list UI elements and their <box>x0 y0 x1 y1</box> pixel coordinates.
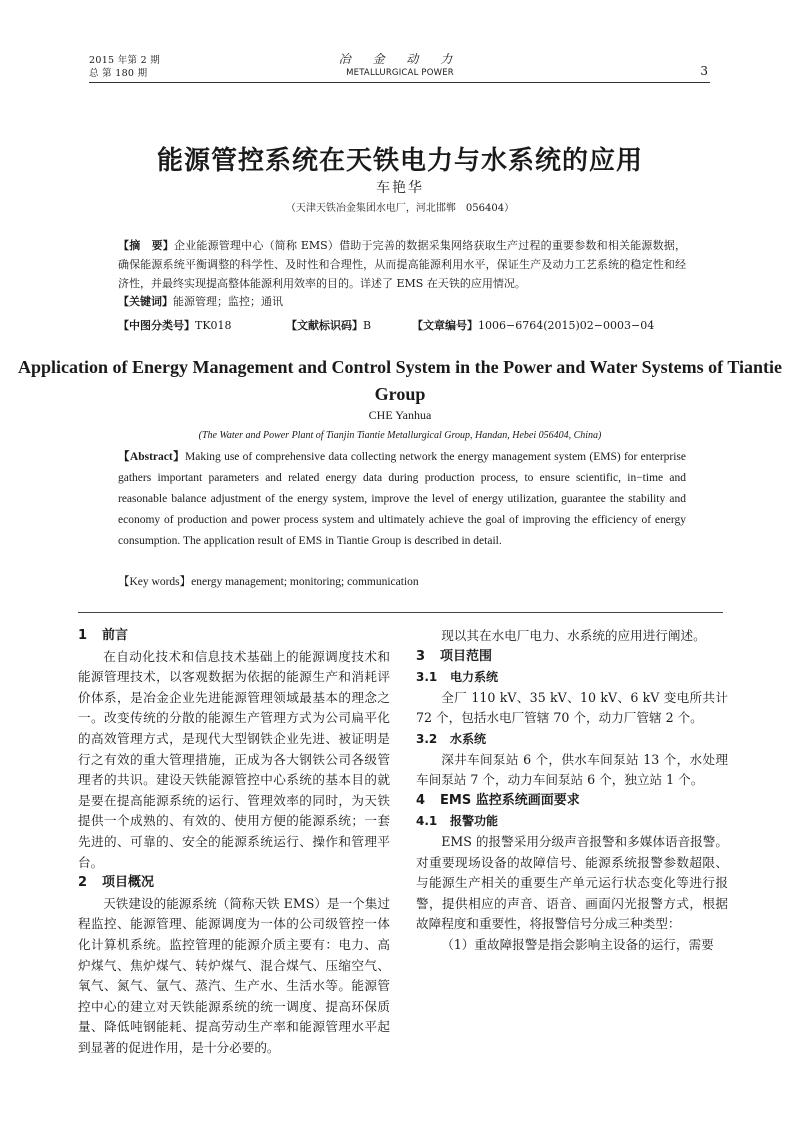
author-name: 车艳华 <box>376 180 424 196</box>
journal-name-en: METALLURGICAL POWER <box>346 68 454 78</box>
clc-value: TK018 <box>195 319 232 332</box>
keywords-en-label: 【Key words】 <box>118 576 192 588</box>
paragraph: 全厂 110 kV、35 kV、10 kV、6 kV 变电所共计 72 个，包括水电厂管辖 70 个，动力厂管辖 2 个。 <box>416 689 728 726</box>
body-column-right <box>416 626 728 956</box>
author-affiliation: （天津天铁冶金集团水电厂，河北邯郸 056404） <box>285 203 515 214</box>
section-heading: 1 前言 <box>78 628 129 643</box>
issue-info <box>89 54 160 80</box>
paragraph: 深井车间泵站 6 个，供水车间泵站 13 个，水处理车间泵站 7 个，动力车间泵站 6 个，独立站 1 个。 <box>416 751 728 788</box>
paragraph: （1）重故障报警是指会影响主设备的运行，需要 <box>441 936 714 952</box>
paragraph: 现以其在水电厂电力、水系统的应用进行阐述。 <box>441 628 706 643</box>
header-rule <box>89 82 710 83</box>
section-heading: 3 项目范围 <box>416 648 493 664</box>
clc-label: 【中图分类号】 <box>118 319 195 332</box>
body-column-left <box>78 626 390 1058</box>
english-title: Application of Energy Management and Control System in the Power and Water Systems of Tiantie Group <box>17 357 782 404</box>
keywords-text: 能源管理；监控；通讯 <box>173 295 283 308</box>
article-no-value: 1006−6764(2015)02−0003−04 <box>478 319 655 332</box>
page-number: 3 <box>700 64 708 78</box>
keywords-en <box>118 573 419 589</box>
journal-name <box>300 52 500 79</box>
abstract-en-label: 【Abstract】 <box>118 451 186 463</box>
journal-name-cn: 冶 金 动 力 <box>338 52 462 66</box>
article-no-item <box>412 317 654 333</box>
section-heading: 2 项目概况 <box>78 875 155 891</box>
paragraph: 在自动化技术和信息技术基础上的能源调度技术和能源管理技术，以客观数据为依据的能源生产和消耗评价体系，是冶金企业先进能源管理领域最基本的理念之一。改变传统的分散的能源生产管理方式为公司扁平化的高效管理方式，是现代大型钢铁企业先进、被证明是行之有效的重大管理措施，正成为各大钢铁公司各级管理者的共识。建设天铁能源管控中心系统的基本目的就是要在提高能源系统的运行、管理效率的同时，为天铁提供一个成熟的、有效的、使用方便的能源系统；一套先进的、可靠的、安全的能源系统运行、操作和管理平台。 <box>78 648 390 870</box>
issue-total: 总 第 180 期 <box>89 68 148 79</box>
article-no-label: 【文章编号】 <box>412 319 478 332</box>
english-author: CHE Yanhua <box>368 408 432 422</box>
english-affiliation: (The Water and Power Plant of Tianjin Tiantie Metallurgical Group, Handan, Hebei 056404, China) <box>198 430 602 441</box>
clc-item <box>118 317 286 333</box>
section-divider <box>78 612 723 613</box>
abstract-en <box>118 447 686 552</box>
section-heading: 4 EMS 监控系统画面要求 <box>416 792 580 808</box>
paragraph: 天铁建设的能源系统（简称天铁 EMS）是一个集过程监控、能源管理、能源调度为一体的公司级管控一体化计算机系统。监控管理的能源介质主要有：电力、高炉煤气、焦炉煤气、转炉煤气、混合煤气、压缩空气、氧气、氮气、氩气、蒸汽、生产水、生活水等。能源管控中心的建立对天铁能源系统的统一调度、提高环保质量、降低吨钢能耗、提高劳动生产率和能源管理水平起到显著的促进作用，是十分必要的。 <box>78 895 390 1055</box>
article-title: 能源管控系统在天铁电力与水系统的应用 <box>156 146 643 176</box>
keywords-en-text: energy management; monitoring; communication <box>191 576 419 588</box>
subsection-heading: 3.2 水系统 <box>416 731 487 746</box>
abstract-text: 企业能源管理中心（简称 EMS）借助于完善的数据采集网络获取生产过程的重要参数和相关能源数据，确保能源系统平衡调整的科学性、及时性和合理性，从而提高能源利用水平，保证生产及动力工艺系统的稳定性和经济性，并最终实现提高整体能源利用效率的目的。详述了 EMS 在天铁的应用情况。 <box>118 239 687 291</box>
abstract-en-text: Making use of comprehensive data collecting network the energy management system (EMS) for enterprise gathers important parameters and related energy data during production process, to ensure scientific, in−time and reasonable balance adjustment of the energy system, improve the level of energy utilization, guarantee the stability and economy of production and power process system and ultimately achieve the goal of improving the efficiency of energy consumption. The application result of EMS in Tiantie Group is described in detail. <box>118 451 687 547</box>
doc-code-item <box>286 317 412 333</box>
paragraph: EMS 的报警采用分级声音报警和多媒体语音报警。对重要现场设备的故障信号、能源系统报警参数超限、与能源生产相关的重要生产单元运行状态变化等进行报警，提供相应的声音、语音、画面闪光报警方式，根据故障程度和重要性，将报警信号分成三种类型： <box>416 833 728 932</box>
doc-code-label: 【文献标识码】 <box>286 319 363 332</box>
keywords-label: 【关键词】 <box>118 295 173 308</box>
abstract-label: 【摘 要】 <box>118 239 174 252</box>
subsection-heading: 3.1 电力系统 <box>416 670 499 685</box>
issue-year: 2015 年第 2 期 <box>89 55 161 66</box>
abstract-cn <box>118 236 686 294</box>
subsection-heading: 4.1 报警功能 <box>416 814 499 829</box>
doc-code-value: B <box>363 319 372 332</box>
keywords-cn <box>118 293 283 309</box>
classification-line <box>118 317 698 333</box>
